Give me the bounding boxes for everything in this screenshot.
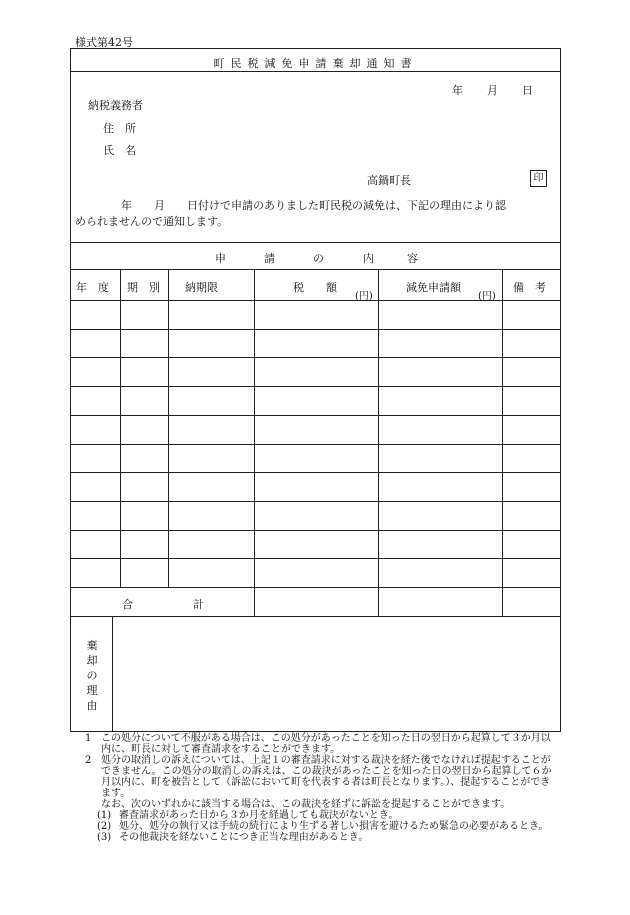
name-label: 氏 名 bbox=[103, 144, 136, 157]
col-header-due: 納期限 bbox=[185, 281, 218, 294]
note-item-2: (2) 処分、処分の執行又は手続の続行により生ずる著しい損害を避けるため緊急の必要があるとき。 bbox=[97, 821, 549, 832]
total-divider bbox=[70, 616, 561, 617]
note-1: 1 この処分について不服がある場合は、この処分があったことを知った日の翌日から起算して３か月以内に、町長に対して審査請求をすることができます。 bbox=[85, 733, 551, 755]
date-year: 年 bbox=[452, 84, 463, 97]
col-divider bbox=[254, 269, 255, 616]
notes bbox=[85, 733, 555, 843]
section-title-char: 申 bbox=[215, 252, 226, 265]
reason-divider bbox=[112, 616, 113, 732]
col-header-term: 期 別 bbox=[127, 281, 160, 294]
tax-yen-unit: (円) bbox=[355, 291, 373, 302]
section-title-char: の bbox=[313, 252, 324, 265]
section-title-char: 請 bbox=[264, 252, 275, 265]
table-row-line bbox=[70, 587, 561, 588]
col-header-tax-amount: 税 額 bbox=[293, 281, 337, 294]
col-divider bbox=[378, 269, 379, 616]
table-row-line bbox=[70, 357, 561, 358]
table-row-line bbox=[70, 472, 561, 473]
section-title-char: 容 bbox=[407, 252, 418, 265]
form-number: 様式第42号 bbox=[75, 36, 133, 49]
note-2: 2 処分の取消しの訴えについては、上記１の審査請求に対する裁決を経た後でなければ提起することができません。この処分の取消しの訴えは、この裁決があったことを知った日の翌日から起算して６か月以内に、町を被告として（訴訟において町を代表する者は町長となります。）、提起することができます。 bbox=[85, 755, 552, 799]
notice-body bbox=[75, 198, 553, 230]
table-row-line bbox=[70, 530, 561, 531]
date-month: 月 bbox=[487, 84, 498, 97]
total-char: 合 bbox=[122, 598, 133, 611]
section-divider bbox=[70, 269, 561, 270]
note-item-1: (1) 審査請求があった日から３か月を経過しても裁決がないとき。 bbox=[97, 810, 399, 821]
table-row-line bbox=[70, 501, 561, 502]
notice-line-1: 年 月 日付けで申請のありました町民税の減免は、下記の理由により認 bbox=[121, 199, 506, 212]
taxpayer-label: 納税義務者 bbox=[88, 99, 143, 112]
reason-label: 棄却の理由 bbox=[86, 639, 98, 712]
table-row-line bbox=[70, 415, 561, 416]
title-divider bbox=[70, 71, 561, 72]
mayor-name: 高鍋町長 bbox=[367, 174, 411, 187]
seal-mark: 印 bbox=[530, 170, 547, 187]
exempt-yen-unit: (円) bbox=[478, 291, 496, 302]
form-frame bbox=[70, 48, 561, 732]
table-row-line bbox=[70, 329, 561, 330]
note-item-3: (3) その他裁決を経ないことにつき正当な理由があるとき。 bbox=[97, 832, 369, 843]
body-divider bbox=[70, 242, 561, 243]
table-row-line bbox=[70, 444, 561, 445]
address-label: 住 所 bbox=[103, 122, 136, 135]
col-divider bbox=[502, 269, 503, 616]
table-row-line bbox=[70, 386, 561, 387]
section-title-char: 内 bbox=[363, 252, 374, 265]
col-header-remarks: 備 考 bbox=[513, 281, 546, 294]
table-row-line bbox=[70, 558, 561, 559]
col-divider bbox=[168, 269, 169, 587]
col-header-exempt-amount: 減免申請額 bbox=[406, 281, 461, 294]
date-day: 日 bbox=[522, 84, 533, 97]
notice-line-2: められませんので通知します。 bbox=[75, 215, 229, 228]
col-header-year: 年 度 bbox=[76, 281, 109, 294]
note-2-proviso: なお、次のいずれかに該当する場合は、この裁決を経ずに訴訟を提起することができます。 bbox=[101, 799, 511, 810]
total-char: 計 bbox=[193, 598, 204, 611]
form-title: 町民税減免申請棄却通知書 bbox=[213, 57, 418, 70]
col-divider bbox=[120, 269, 121, 587]
